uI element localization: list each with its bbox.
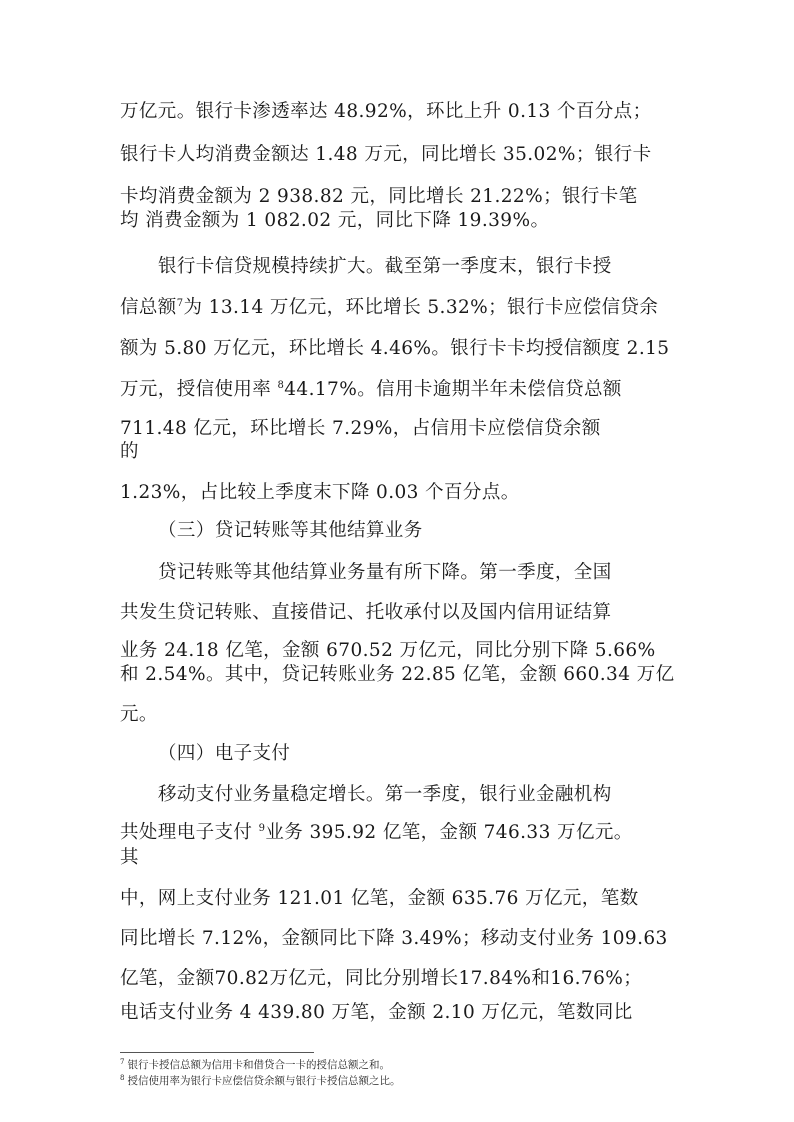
footnote — [120, 1058, 390, 1072]
text-line: 银行卡人均消费金额达 1.48 万元，同比增长 35.02%；银行卡 — [120, 144, 652, 165]
footnote-mark: 8 — [120, 1073, 125, 1082]
text-line: 和 2.54%。其中，贷记转账业务 22.85 亿笔，金额 660.34 万亿 — [120, 664, 675, 685]
text-line: 电话支付业务 4 439.80 万笔，金额 2.10 万亿元，笔数同比 — [120, 1002, 633, 1023]
footnote-text: 银行卡授信总额为信用卡和借贷合一卡的授信总额之和。 — [127, 1059, 390, 1071]
text-line: 元。 — [120, 704, 158, 725]
footnote-text: 授信使用率为银行卡应偿信贷余额与银行卡授信总额之比。 — [127, 1075, 401, 1087]
text-line — [120, 821, 633, 845]
text-line — [120, 378, 622, 402]
section-heading: （四）电子支付 — [158, 743, 291, 764]
text-line: 亿笔，金额70.82万亿元，同比分别增长17.84%和16.76%； — [120, 968, 643, 989]
footnote — [120, 1074, 400, 1088]
text-line — [120, 296, 658, 320]
footnote-ref-8[interactable]: 8 — [277, 379, 285, 391]
text-line: 业务 24.18 亿笔，金额 670.52 万亿元，同比分别下降 5.66% — [120, 640, 656, 661]
text-line: 711.48 亿元，环比增长 7.29%，占信用卡应偿信贷余额 — [120, 418, 601, 439]
inline-text: 共处理电子支付 — [120, 822, 259, 843]
text-line: 其 — [120, 847, 139, 868]
text-line: 中，网上支付业务 121.01 亿笔，金额 635.76 万亿元，笔数 — [120, 888, 639, 909]
paragraph-first-line: 银行卡信贷规模持续扩大。截至第一季度末，银行卡授 — [158, 256, 612, 277]
footnote-divider — [120, 1052, 314, 1053]
text-line: 万亿元。银行卡渗透率达 48.92%，环比上升 0.13 个百分点； — [120, 101, 652, 122]
inline-text: 44.17%。信用卡逾期半年未偿信贷总额 — [284, 379, 622, 400]
text-line: 额为 5.80 万亿元，环比增长 4.46%。银行卡卡均授信额度 2.15 — [120, 338, 670, 359]
footnote-ref-9[interactable]: 9 — [258, 822, 266, 834]
text-line: 的 — [120, 441, 139, 462]
inline-text: 业务 395.92 亿笔，金额 746.33 万亿元。 — [265, 822, 633, 843]
text-line: 同比增长 7.12%，金额同比下降 3.49%；移动支付业务 109.63 — [120, 928, 668, 949]
text-line: 卡均消费金额为 2 938.82 元，同比增长 21.22%；银行卡笔 — [120, 186, 638, 207]
text-line: 共发生贷记转账、直接借记、托收承付以及国内信用证结算 — [120, 602, 612, 623]
section-heading: （三）贷记转账等其他结算业务 — [158, 520, 423, 541]
inline-text: 万元，授信使用率 — [120, 379, 278, 400]
paragraph-first-line: 贷记转账等其他结算业务量有所下降。第一季度，全国 — [158, 562, 612, 583]
footnote-ref-7[interactable]: 7 — [176, 297, 184, 309]
text-line: 1.23%，占比较上季度末下降 0.03 个百分点。 — [120, 482, 520, 503]
footnote-mark: 7 — [120, 1057, 125, 1066]
inline-text: 信总额 — [120, 297, 177, 318]
paragraph-first-line: 移动支付业务量稳定增长。第一季度，银行业金融机构 — [158, 784, 612, 805]
inline-text: 为 13.14 万亿元，环比增长 5.32%；银行卡应偿信贷余 — [183, 297, 659, 318]
text-line: 均 消费金额为 1 082.02 元，同比下降 19.39%。 — [120, 210, 550, 231]
